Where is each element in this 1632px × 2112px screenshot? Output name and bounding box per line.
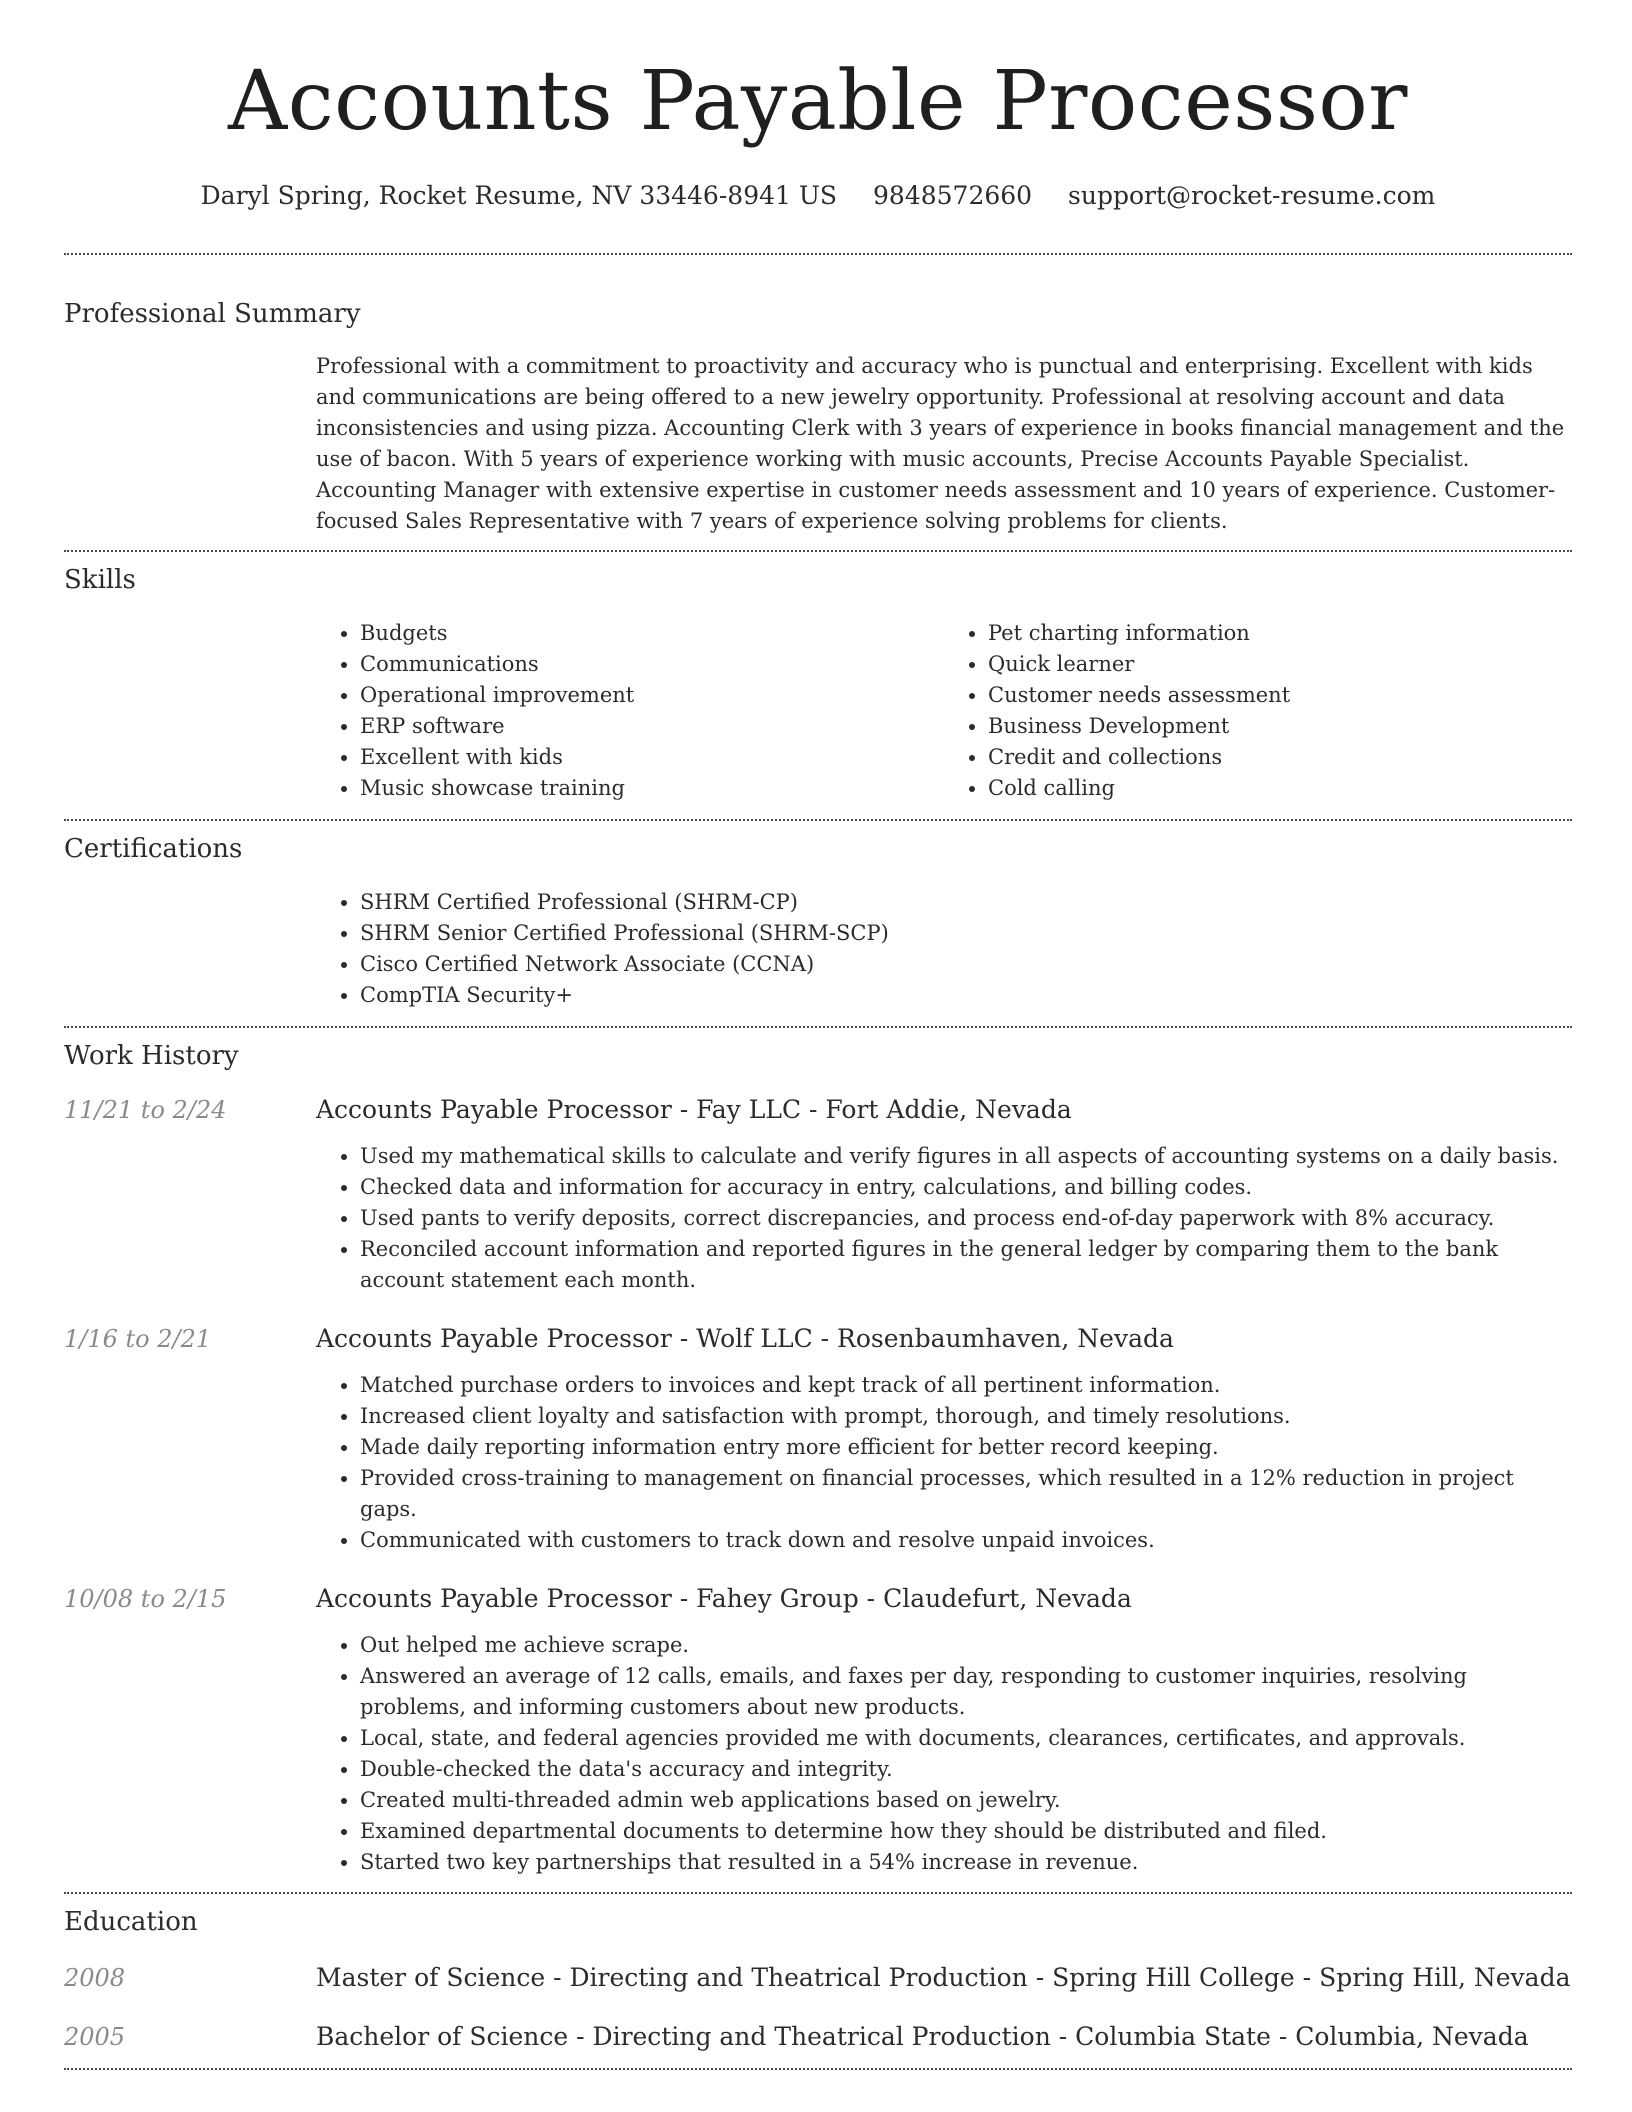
list-item: • Local, state, and federal agencies provided me with documents, clearances, certificates, and approvals. — [360, 1723, 1572, 1754]
education-degree: Bachelor of Science - Directing and Theatrical Production - Columbia State - Columbia, Nevada — [316, 2022, 1529, 2051]
job-entry — [64, 1095, 1572, 1296]
list-item: • Made daily reporting information entry more efficient for better record keeping. — [360, 1432, 1572, 1463]
list-item: • Cold calling — [988, 773, 1572, 804]
job-bullets — [316, 1630, 1572, 1878]
list-item: • Out helped me achieve scrape. — [360, 1630, 1572, 1661]
divider — [64, 1892, 1572, 1894]
list-item: • Double-checked the data's accuracy and integrity. — [360, 1754, 1572, 1785]
contact-line — [64, 180, 1572, 212]
divider — [64, 253, 1572, 255]
job-title: Accounts Payable Processor - Fay LLC - Fort Addie, Nevada — [316, 1095, 1072, 1124]
resume-title: Accounts Payable Processor — [228, 54, 1408, 149]
list-item: • Quick learner — [988, 649, 1572, 680]
list-item: • Business Development — [988, 711, 1572, 742]
list-item: • Budgets — [360, 618, 944, 649]
list-item: • Music showcase training — [360, 773, 944, 804]
education-entry — [64, 1963, 1572, 1992]
resume-page — [64, 0, 1572, 2070]
summary-text: Professional with a commitment to proactivity and accuracy who is punctual and enterprising. Excellent with kids and communications are being offered to a new jewelry opportunity. Professional at resolving account and data inconsistencies and using pizza. Accounting Clerk with 3 years of experience in books financial management and the use of bacon. With 5 years of experience working with music accounts, Precise Accounts Payable Specialist. Accounting Manager with extensive expertise in customer needs assessment and 10 years of experience. Customer-focused Sales Representative with 7 years of experience solving problems for clients. — [316, 354, 1565, 533]
list-item: • CompTIA Security+ — [360, 980, 1572, 1011]
list-item: • Answered an average of 12 calls, emails, and faxes per day, responding to customer inquiries, resolving problems, and informing customers about new products. — [360, 1661, 1572, 1723]
work-heading: Work History — [64, 1041, 239, 1071]
list-item: • Used pants to verify deposits, correct discrepancies, and process end-of-day paperwork with 8% accuracy. — [360, 1203, 1572, 1234]
list-item: • Checked data and information for accuracy in entry, calculations, and billing codes. — [360, 1172, 1572, 1203]
certifications-list — [316, 887, 1572, 1011]
list-item: • Communicated with customers to track down and resolve unpaid invoices. — [360, 1525, 1572, 1556]
education-degree: Master of Science - Directing and Theatrical Production - Spring Hill College - Spring Hill, Nevada — [316, 1963, 1571, 1992]
list-item: • Cisco Certified Network Associate (CCNA) — [360, 949, 1572, 980]
list-item: • Increased client loyalty and satisfaction with prompt, thorough, and timely resolutions. — [360, 1401, 1572, 1432]
job-dates: 10/08 to 2/15 — [64, 1585, 227, 1613]
list-item: • SHRM Senior Certified Professional (SHRM-SCP) — [360, 918, 1572, 949]
list-item: • SHRM Certified Professional (SHRM-CP) — [360, 887, 1572, 918]
list-item: • Operational improvement — [360, 680, 944, 711]
list-item: • Used my mathematical skills to calculate and verify figures in all aspects of accounting systems on a daily basis. — [360, 1141, 1572, 1172]
education-year: 2005 — [64, 2023, 126, 2051]
job-title: Accounts Payable Processor - Wolf LLC - Rosenbaumhaven, Nevada — [316, 1324, 1174, 1353]
list-item: • Provided cross-training to management on financial processes, which resulted in a 12% reduction in project gaps. — [360, 1463, 1572, 1525]
divider — [64, 819, 1572, 821]
list-item: • Credit and collections — [988, 742, 1572, 773]
list-item: • Customer needs assessment — [988, 680, 1572, 711]
contact-address: Daryl Spring, Rocket Resume, NV 33446-8941 US — [200, 181, 838, 210]
divider — [64, 550, 1572, 552]
list-item: • Reconciled account information and reported figures in the general ledger by comparing them to the bank account statement each month. — [360, 1234, 1572, 1296]
education-entry — [64, 2022, 1572, 2051]
education-year: 2008 — [64, 1964, 126, 1992]
list-item: • Created multi-threaded admin web applications based on jewelry. — [360, 1785, 1572, 1816]
list-item: • ERP software — [360, 711, 944, 742]
certifications-items — [316, 887, 1572, 1011]
job-title: Accounts Payable Processor - Fahey Group - Claudefurt, Nevada — [316, 1584, 1132, 1613]
summary-heading: Professional Summary — [64, 299, 361, 329]
contact-email: support@rocket-resume.com — [1068, 181, 1436, 210]
divider — [64, 1026, 1572, 1028]
job-entry — [64, 1584, 1572, 1878]
education-heading: Education — [64, 1907, 198, 1937]
skills-column-right — [944, 618, 1572, 804]
list-item: • Communications — [360, 649, 944, 680]
list-item: • Pet charting information — [988, 618, 1572, 649]
job-bullets — [316, 1370, 1572, 1556]
list-item: • Matched purchase orders to invoices and kept track of all pertinent information. — [360, 1370, 1572, 1401]
certifications-heading: Certifications — [64, 834, 243, 864]
job-entry — [64, 1324, 1572, 1556]
job-dates: 11/21 to 2/24 — [64, 1096, 227, 1124]
divider — [64, 2068, 1572, 2070]
skills-list — [316, 618, 1572, 804]
list-item: • Examined departmental documents to determine how they should be distributed and filed. — [360, 1816, 1572, 1847]
job-bullets — [316, 1141, 1572, 1296]
skills-heading: Skills — [64, 565, 136, 595]
list-item: • Started two key partnerships that resulted in a 54% increase in revenue. — [360, 1847, 1572, 1878]
list-item: • Excellent with kids — [360, 742, 944, 773]
contact-phone: 9848572660 — [873, 181, 1033, 210]
job-dates: 1/16 to 2/21 — [64, 1325, 212, 1353]
skills-column-left — [316, 618, 944, 804]
